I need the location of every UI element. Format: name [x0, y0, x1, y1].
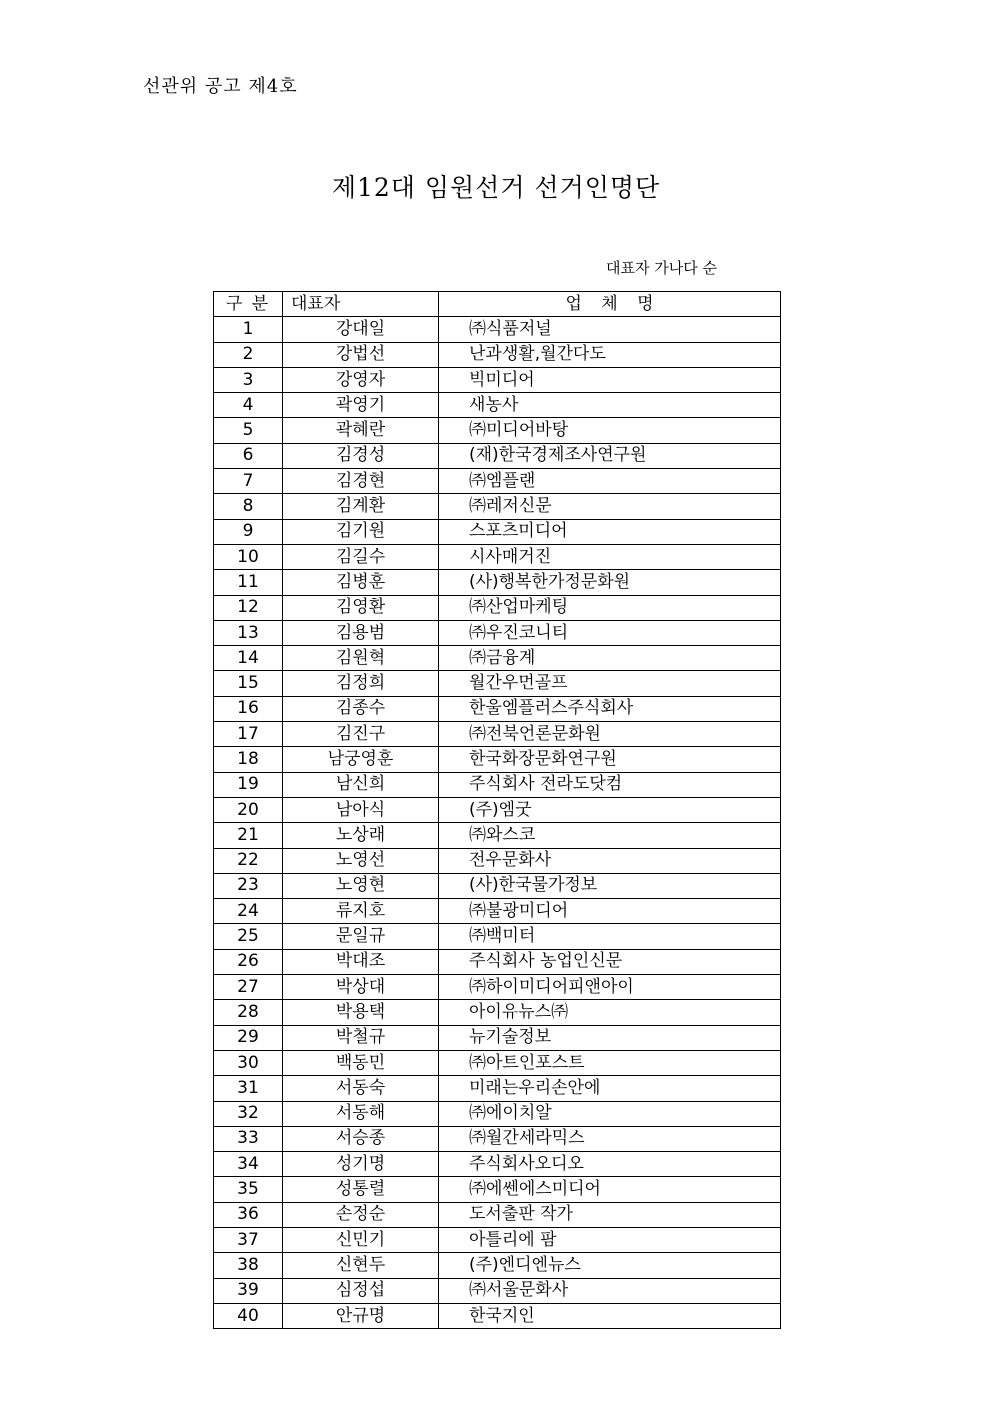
representative-name: 남궁영훈 [283, 747, 439, 772]
table-row [214, 1025, 781, 1050]
table-row [214, 646, 781, 671]
row-number: 18 [214, 747, 283, 772]
table-row [214, 393, 781, 418]
company-name: ㈜우진코니티 [439, 620, 781, 645]
table-row [214, 620, 781, 645]
table-row [214, 848, 781, 873]
row-number: 15 [214, 671, 283, 696]
row-number: 28 [214, 1000, 283, 1025]
row-number: 35 [214, 1177, 283, 1202]
table-row [214, 1303, 781, 1328]
row-number: 27 [214, 975, 283, 1000]
company-name: 한울엠플러스주식회사 [439, 696, 781, 721]
company-name: 아틀리에 팜 [439, 1227, 781, 1252]
company-name: ㈜와스코 [439, 823, 781, 848]
table-row [214, 544, 781, 569]
company-name: 한국지인 [439, 1303, 781, 1328]
table-row [214, 1126, 781, 1151]
representative-name: 곽혜란 [283, 418, 439, 443]
table-row [214, 469, 781, 494]
representative-name: 성기명 [283, 1152, 439, 1177]
company-name: ㈜불광미디어 [439, 899, 781, 924]
header-category: 구 분 [214, 292, 283, 317]
company-name: ㈜아트인포스트 [439, 1050, 781, 1075]
company-name: 월간우먼골프 [439, 671, 781, 696]
table-row [214, 1253, 781, 1278]
row-number: 29 [214, 1025, 283, 1050]
table-row [214, 1101, 781, 1126]
representative-name: 성통렬 [283, 1177, 439, 1202]
table-row [214, 595, 781, 620]
row-number: 5 [214, 418, 283, 443]
representative-name: 강법선 [283, 342, 439, 367]
table-row [214, 1000, 781, 1025]
row-number: 33 [214, 1126, 283, 1151]
representative-name: 박철규 [283, 1025, 439, 1050]
table-row [214, 1050, 781, 1075]
table-row [214, 1076, 781, 1101]
row-number: 26 [214, 949, 283, 974]
row-number: 30 [214, 1050, 283, 1075]
representative-name: 류지호 [283, 899, 439, 924]
row-number: 14 [214, 646, 283, 671]
representative-name: 강대일 [283, 317, 439, 342]
row-number: 20 [214, 797, 283, 822]
representative-name: 곽영기 [283, 393, 439, 418]
company-name: ㈜산업마케팅 [439, 595, 781, 620]
company-name: ㈜월간세라믹스 [439, 1126, 781, 1151]
row-number: 3 [214, 367, 283, 392]
row-number: 32 [214, 1101, 283, 1126]
row-number: 22 [214, 848, 283, 873]
row-number: 13 [214, 620, 283, 645]
company-name: ㈜에이치알 [439, 1101, 781, 1126]
row-number: 25 [214, 924, 283, 949]
representative-name: 김종수 [283, 696, 439, 721]
representative-name: 김병훈 [283, 570, 439, 595]
company-name: 스포츠미디어 [439, 519, 781, 544]
row-number: 2 [214, 342, 283, 367]
company-name: ㈜미디어바탕 [439, 418, 781, 443]
table-header [214, 292, 781, 317]
company-name: ㈜하이미디어피앤아이 [439, 975, 781, 1000]
representative-name: 김영환 [283, 595, 439, 620]
table-row [214, 1278, 781, 1303]
table-row [214, 671, 781, 696]
representative-name: 문일규 [283, 924, 439, 949]
company-name: ㈜서울문화사 [439, 1278, 781, 1303]
company-name: (재)한국경제조사연구원 [439, 443, 781, 468]
company-name: 도서출판 작가 [439, 1202, 781, 1227]
row-number: 6 [214, 443, 283, 468]
table-row [214, 722, 781, 747]
representative-name: 노영현 [283, 873, 439, 898]
header-row [214, 292, 781, 317]
representative-name: 박용택 [283, 1000, 439, 1025]
company-name: 시사매거진 [439, 544, 781, 569]
table-row [214, 823, 781, 848]
table-row [214, 924, 781, 949]
representative-name: 남아식 [283, 797, 439, 822]
table-row [214, 317, 781, 342]
representative-name: 안규명 [283, 1303, 439, 1328]
table-row [214, 949, 781, 974]
table-row [214, 1177, 781, 1202]
representative-name: 김진구 [283, 722, 439, 747]
representative-name: 박상대 [283, 975, 439, 1000]
representative-name: 김경성 [283, 443, 439, 468]
representative-name: 노상래 [283, 823, 439, 848]
row-number: 40 [214, 1303, 283, 1328]
table-row [214, 747, 781, 772]
company-name: ㈜에쎈에스미디어 [439, 1177, 781, 1202]
row-number: 10 [214, 544, 283, 569]
representative-name: 노영선 [283, 848, 439, 873]
row-number: 34 [214, 1152, 283, 1177]
company-name: 주식회사 농업인신문 [439, 949, 781, 974]
row-number: 12 [214, 595, 283, 620]
table-row [214, 1227, 781, 1252]
company-name: 한국화장문화연구원 [439, 747, 781, 772]
header-company-name: 업 체 명 [439, 292, 781, 317]
company-name: 뉴기술정보 [439, 1025, 781, 1050]
company-name: ㈜식품저널 [439, 317, 781, 342]
company-name: ㈜전북언론문화원 [439, 722, 781, 747]
company-name: (주)엠굿 [439, 797, 781, 822]
representative-name: 손정순 [283, 1202, 439, 1227]
representative-name: 김경현 [283, 469, 439, 494]
row-number: 24 [214, 899, 283, 924]
row-number: 16 [214, 696, 283, 721]
table-row [214, 1202, 781, 1227]
row-number: 4 [214, 393, 283, 418]
row-number: 9 [214, 519, 283, 544]
table-body [214, 317, 781, 1329]
row-number: 39 [214, 1278, 283, 1303]
sort-order-note: 대표자 가나다 순 [606, 259, 717, 277]
page-title: 제12대 임원선거 선거인명단 [331, 173, 661, 202]
row-number: 38 [214, 1253, 283, 1278]
representative-name: 김계환 [283, 494, 439, 519]
company-name: 주식회사 전라도닷컴 [439, 772, 781, 797]
representative-name: 강영자 [283, 367, 439, 392]
voter-roster-table [213, 291, 781, 1329]
row-number: 19 [214, 772, 283, 797]
table-row [214, 696, 781, 721]
row-number: 23 [214, 873, 283, 898]
table-row [214, 975, 781, 1000]
representative-name: 김길수 [283, 544, 439, 569]
company-name: 미래는우리손안에 [439, 1076, 781, 1101]
representative-name: 심정섭 [283, 1278, 439, 1303]
row-number: 36 [214, 1202, 283, 1227]
table-row [214, 443, 781, 468]
table-row [214, 570, 781, 595]
representative-name: 서승종 [283, 1126, 439, 1151]
table-row [214, 772, 781, 797]
company-name: 주식회사오디오 [439, 1152, 781, 1177]
table-row [214, 1152, 781, 1177]
representative-name: 서동해 [283, 1101, 439, 1126]
table-row [214, 873, 781, 898]
table-row [214, 494, 781, 519]
row-number: 1 [214, 317, 283, 342]
company-name: (주)엔디엔뉴스 [439, 1253, 781, 1278]
table-row [214, 797, 781, 822]
representative-name: 신민기 [283, 1227, 439, 1252]
company-name: ㈜레저신문 [439, 494, 781, 519]
row-number: 8 [214, 494, 283, 519]
company-name: 난과생활,월간다도 [439, 342, 781, 367]
table-row [214, 899, 781, 924]
representative-name: 김용범 [283, 620, 439, 645]
company-name: 전우문화사 [439, 848, 781, 873]
representative-name: 박대조 [283, 949, 439, 974]
table-row [214, 367, 781, 392]
company-name: 아이유뉴스㈜ [439, 1000, 781, 1025]
notice-number: 선관위 공고 제4호 [143, 76, 298, 97]
table-row [214, 418, 781, 443]
table-row [214, 342, 781, 367]
company-name: ㈜백미터 [439, 924, 781, 949]
row-number: 37 [214, 1227, 283, 1252]
header-representative: 대표자 [283, 292, 439, 317]
representative-name: 서동숙 [283, 1076, 439, 1101]
company-name: 빅미디어 [439, 367, 781, 392]
row-number: 17 [214, 722, 283, 747]
representative-name: 김기원 [283, 519, 439, 544]
company-name: (사)한국물가정보 [439, 873, 781, 898]
representative-name: 백동민 [283, 1050, 439, 1075]
company-name: 새농사 [439, 393, 781, 418]
representative-name: 김원혁 [283, 646, 439, 671]
representative-name: 김정희 [283, 671, 439, 696]
row-number: 7 [214, 469, 283, 494]
table-row [214, 519, 781, 544]
representative-name: 신현두 [283, 1253, 439, 1278]
row-number: 31 [214, 1076, 283, 1101]
company-name: (사)행복한가정문화원 [439, 570, 781, 595]
representative-name: 남신희 [283, 772, 439, 797]
row-number: 21 [214, 823, 283, 848]
row-number: 11 [214, 570, 283, 595]
company-name: ㈜엠플랜 [439, 469, 781, 494]
company-name: ㈜금융계 [439, 646, 781, 671]
